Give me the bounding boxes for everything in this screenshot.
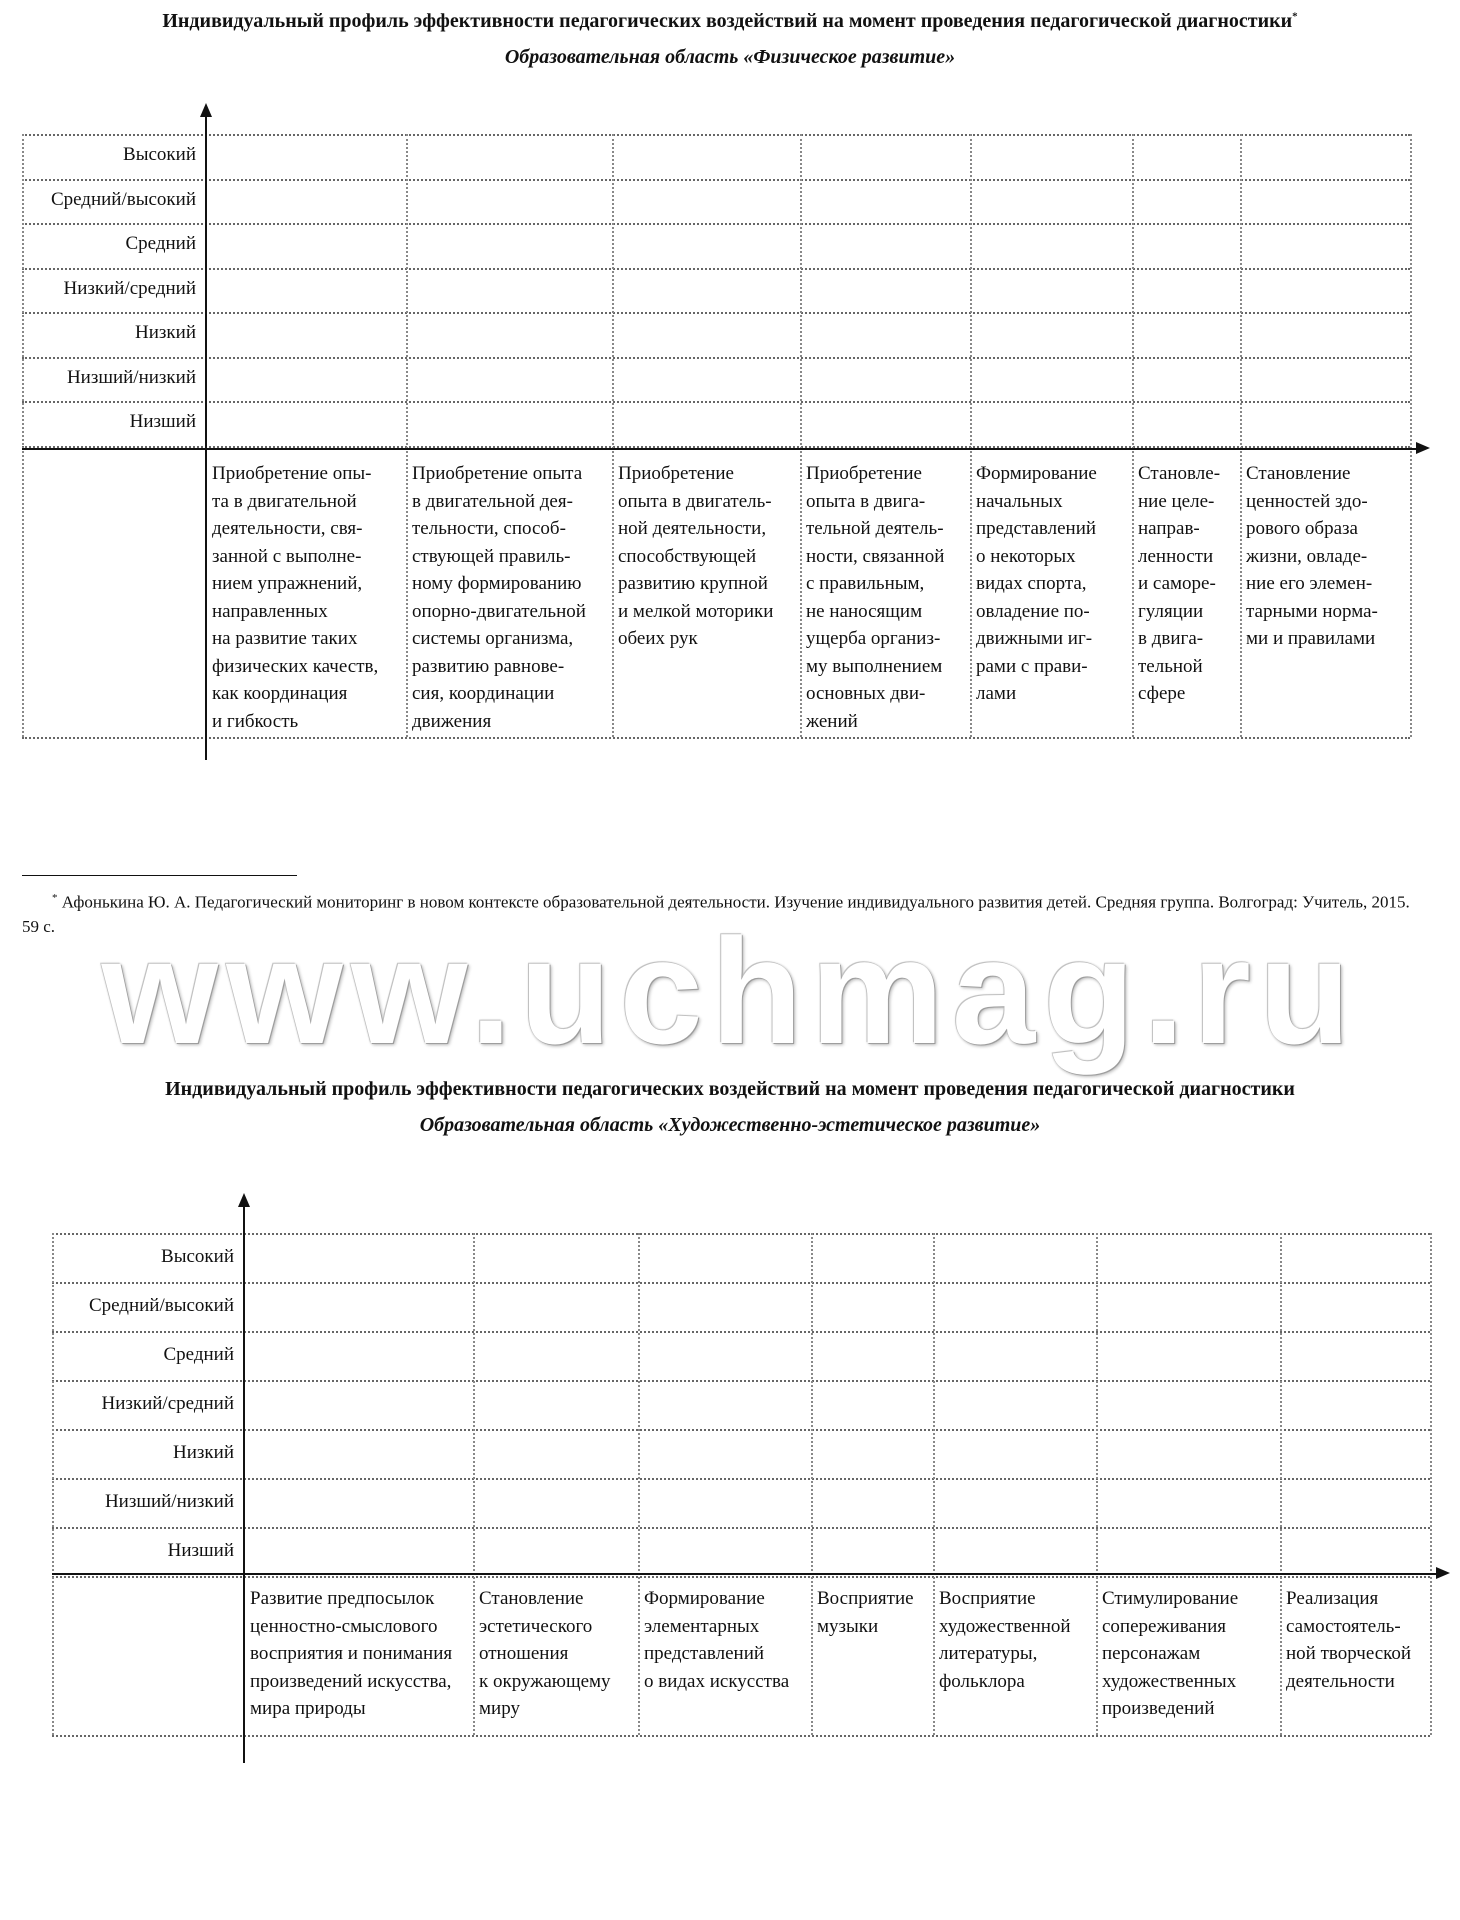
level-label: Низший/низкий (66, 366, 196, 388)
column-label: Развитие предпосылок ценностно-смыслового восприятия и понимания произведений искусства, мира природы (250, 1588, 453, 1719)
grid-bottom-line (22, 737, 1410, 739)
grid-column-line (22, 134, 24, 737)
grid-column-line (800, 134, 802, 737)
top-title-text: Индивидуальный профиль эффективности педагогических воздействий на момент проведения педагогической диагностики (162, 10, 1293, 32)
grid-row-line (52, 1576, 1430, 1578)
bottom-title: Индивидуальный профиль эффективности педагогических воздействий на момент проведения педагогической диагностики (165, 1078, 1295, 1100)
grid-row-line (22, 401, 1410, 403)
grid-row-line (22, 134, 1410, 136)
level-label: Высокий (161, 1245, 234, 1267)
top-subtitle: Образовательная область «Физическое развитие» (504, 46, 956, 68)
grid-column-line (638, 1233, 640, 1735)
x-axis-arrow (1416, 442, 1430, 454)
level-label: Низкий/средний (63, 277, 196, 299)
x-axis-arrow (1436, 1567, 1450, 1579)
column-label: Приобретение опыта в двигательной дея- тельности, способ- ствующей правиль- ному формированию опорно-двигательной системы организма, развитию равнове- сия, координации движения (412, 463, 586, 732)
grid-row-line (52, 1429, 1430, 1431)
grid-row-line (52, 1527, 1430, 1529)
y-axis-arrow (238, 1193, 250, 1207)
grid-row-line (22, 312, 1410, 314)
column-label: Становление ценностей здо- рового образа жизни, овладе- ние его элемен- тарными норма- ми и правилами (1246, 463, 1378, 649)
grid-row-line (22, 268, 1410, 270)
level-label: Средний/высокий (50, 188, 196, 210)
level-label: Низший (129, 411, 196, 433)
footnote-rule (22, 875, 297, 876)
grid-column-line (933, 1233, 935, 1735)
grid-row-line (52, 1233, 1430, 1235)
column-label: Стимулирование сопереживания персонажам художественных произведений (1102, 1588, 1239, 1719)
column-label: Приобретение опыта в двигатель- ной деятельности, способствующей развитию крупной и мелкой моторики обеих рук (618, 463, 774, 649)
column-label: Становле- ние целе- направ- ленности и саморе- гуляции в двига- тельной сфере (1138, 463, 1221, 704)
column-label: Формирование начальных представлений о некоторых видах спорта, овладение по- движными иг- рами с прави- лами (976, 463, 1097, 704)
grid-row-line (52, 1331, 1430, 1333)
grid-column-line (1240, 134, 1242, 737)
x-axis (22, 448, 1418, 450)
column-label: Восприятие художественной литературы, фольклора (939, 1588, 1071, 1692)
top-title-footnote-mark: * (1292, 10, 1298, 23)
y-axis (243, 1205, 245, 1763)
watermark: www.uchmag.ru (101, 907, 1359, 1075)
x-axis (52, 1573, 1438, 1575)
grid-row-line (22, 179, 1410, 181)
grid-row-line (52, 1478, 1430, 1480)
level-label: Низкий/средний (101, 1392, 234, 1414)
column-label: Формирование элементарных представлений о видах искусства (644, 1588, 790, 1692)
grid-column-line (1132, 134, 1134, 737)
column-label: Восприятие музыки (817, 1588, 914, 1637)
grid-column-line (1410, 134, 1412, 737)
footnote-text: Афонькина Ю. А. Педагогический мониторинг в новом контексте образовательной деятельности. Изучение индивидуального развития детей. Средняя группа. Волгоград: Учитель, 2015. 59 с. (22, 892, 1410, 936)
level-label: Средний (163, 1343, 234, 1365)
column-label: Приобретение опы- та в двигательной деятельности, свя- занной с выполне- нием упражнений, направленных на развитие таких физических качеств, как координация и гибкость (212, 463, 379, 732)
level-label: Высокий (123, 144, 196, 166)
column-label: Реализация самостоятель- ной творческой деятельности (1286, 1588, 1412, 1692)
y-axis-arrow (200, 103, 212, 117)
grid-row-line (52, 1380, 1430, 1382)
column-label: Приобретение опыта в двига- тельной деятель- ности, связанной с правильным, не наносящим ущерба организ- му выполнением основных дви- жений (806, 463, 945, 732)
column-label: Становление эстетического отношения к окружающему миру (479, 1588, 611, 1719)
top-title (0, 10, 1460, 33)
top-profile-grid (22, 120, 1410, 760)
grid-row-line (22, 223, 1410, 225)
y-axis (205, 115, 207, 760)
level-label: Низкий (173, 1441, 234, 1463)
level-label: Средний/высокий (88, 1294, 234, 1316)
level-label: Низший (167, 1539, 234, 1561)
grid-column-line (406, 134, 408, 737)
bottom-profile-grid (52, 1215, 1430, 1775)
grid-column-line (970, 134, 972, 737)
grid-row-line (52, 1282, 1430, 1284)
grid-row-line (22, 357, 1410, 359)
grid-column-line (1096, 1233, 1098, 1735)
level-label: Низший/низкий (104, 1490, 234, 1512)
grid-column-line (612, 134, 614, 737)
level-label: Средний (125, 233, 196, 255)
grid-column-line (1430, 1233, 1432, 1735)
grid-bottom-line (52, 1735, 1430, 1737)
bottom-subtitle: Образовательная область «Художественно-эстетическое развитие» (419, 1114, 1041, 1136)
level-label: Низкий (135, 322, 196, 344)
grid-column-line (473, 1233, 475, 1735)
footnote-mark: * (52, 892, 58, 904)
grid-column-line (811, 1233, 813, 1735)
grid-column-line (1280, 1233, 1282, 1735)
